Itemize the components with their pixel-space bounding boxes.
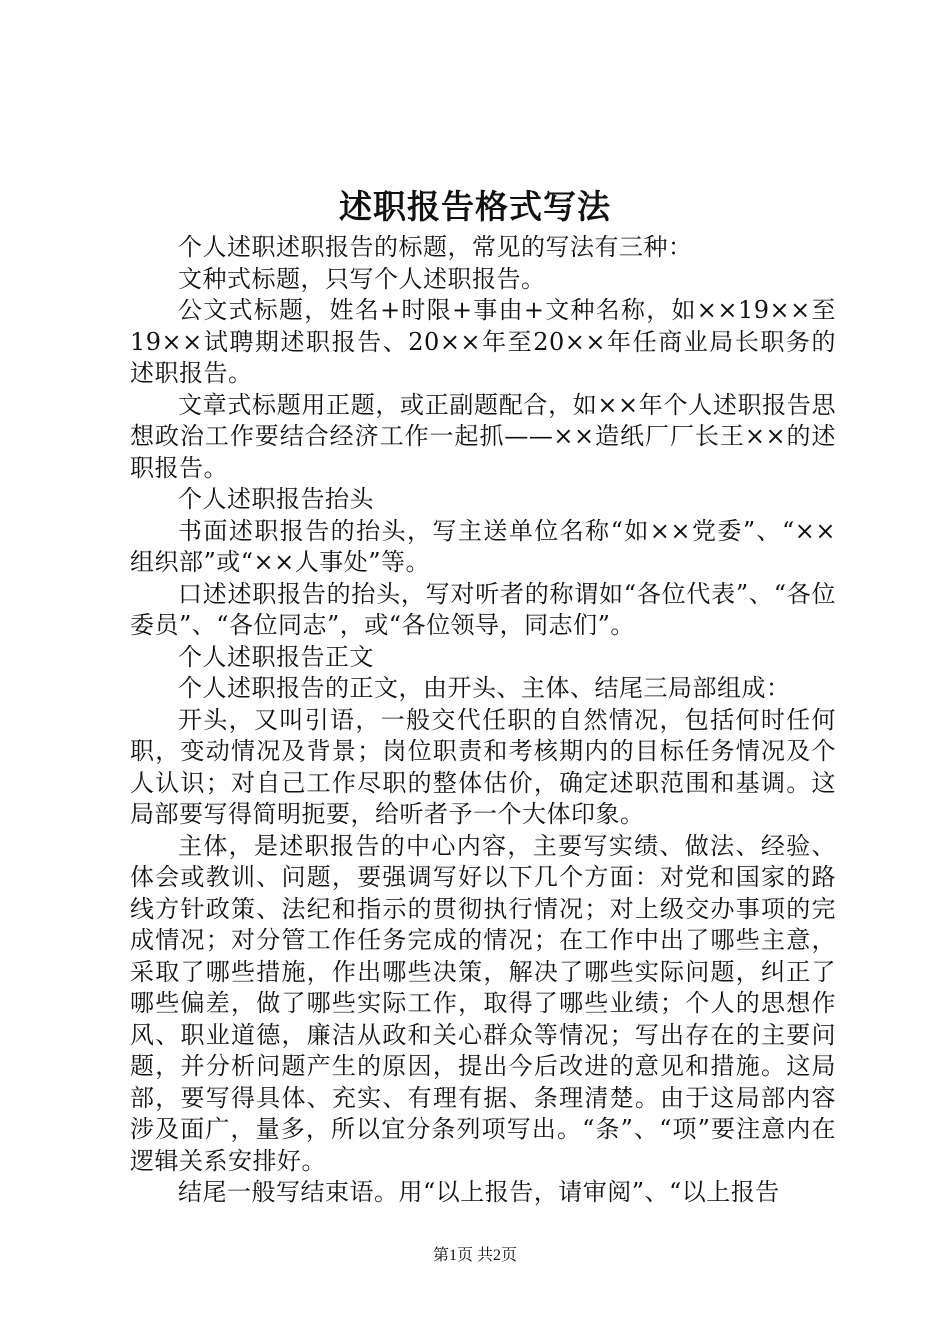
document-body [130,232,836,1209]
page-footer: 第1页 共2页 [432,1247,517,1264]
paragraph-7: 口述述职报告的抬头，写对听者的称谓如“各位代表”、“各位委员”、“各位同志”，或“各位领导，同志们”。 [130,579,836,639]
paragraph-3: 公文式标题，姓名+时限+事由+文种名称，如××19××至19××试聘期述职报告、20××年至20××年任商业局长职务的述职报告。 [130,296,836,387]
paragraph-10: 开头，又叫引语，一般交代任职的自然情况，包括何时任何职，变动情况及背景；岗位职责和考核期内的目标任务情况及个人认识；对自己工作尽职的整体估价，确定述职范围和基调。这局部要写得简明扼要，给听者予一个大体印象。 [130,705,836,828]
paragraph-11: 主体，是述职报告的中心内容，主要写实绩、做法、经验、体会或教训、问题，要强调写好以下几个方面：对党和国家的路线方针政策、法纪和指示的贯彻执行情况；对上级交办事项的完成情况；对分管工作任务完成的情况；在工作中出了哪些主意，采取了哪些措施，作出哪些决策，解决了哪些实际问题，纠正了哪些偏差，做了哪些实际工作，取得了哪些业绩；个人的思想作风、职业道德，廉洁从政和关心群众等情况；写出存在的主要问题，并分析问题产生的原因，提出今后改进的意见和措施。这局部，要写得具体、充实、有理有据、条理清楚。由于这局部内容涉及面广，量多，所以宜分条列项写出。“条”、“项”要注意内在逻辑关系安排好。 [130,831,836,1175]
paragraph-2: 文种式标题，只写个人述职报告。 [178,264,546,293]
section-heading-header: 个人述职报告抬头 [178,485,374,513]
paragraph-9: 个人述职报告的正文，由开头、主体、结尾三局部组成： [178,674,791,702]
paragraph-4: 文章式标题用正题，或正副题配合，如××年个人述职报告思想政治工作要结合经济工作一起抓——××造纸厂厂长王××的述职报告。 [130,390,836,482]
paragraph-1: 个人述职述职报告的标题，常见的写法有三种： [178,233,693,261]
section-heading-body: 个人述职报告正文 [178,642,374,671]
paragraph-6: 书面述职报告的抬头，写主送单位名称“如××党委”、“××组织部”或“××人事处”等。 [130,516,836,576]
paragraph-12: 结尾一般写结束语。用“以上报告，请审阅”、“以上报告 [178,1178,780,1206]
document-title: 述职报告格式写法 [339,187,611,226]
